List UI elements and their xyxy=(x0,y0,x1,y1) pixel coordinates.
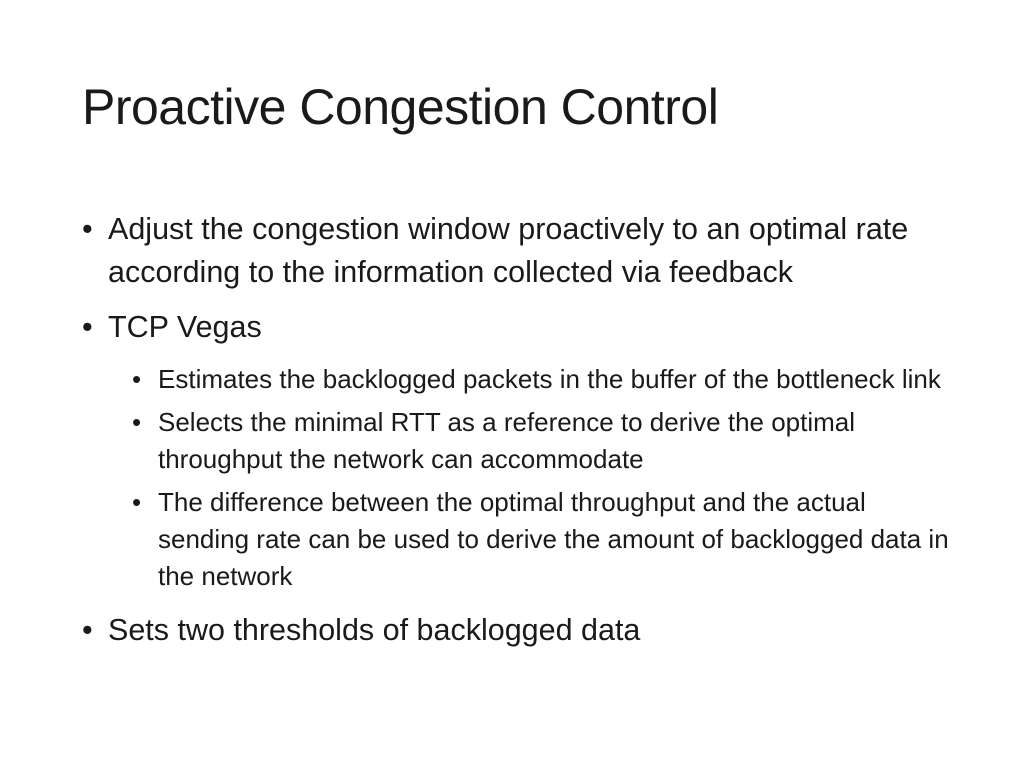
sub-bullet-text: Estimates the backlogged packets in the buffer of the bottleneck link xyxy=(158,364,941,394)
sub-bullet-icon: • xyxy=(132,364,142,394)
sub-bullet-item-minimal-rtt xyxy=(132,404,962,478)
sub-bullet-icon: • xyxy=(132,407,142,437)
sub-bullet-item-difference xyxy=(132,484,962,595)
tcp-vegas-sublist xyxy=(82,361,962,595)
bullet-list xyxy=(82,208,962,664)
bullet-icon: • xyxy=(82,212,93,246)
sub-bullet-text: The difference between the optimal throughput and the actual sending rate can be used to derive the amount of backlogged data in the network xyxy=(158,487,949,591)
bullet-icon: • xyxy=(82,310,93,344)
slide-title: Proactive Congestion Control xyxy=(82,79,719,135)
bullet-icon: • xyxy=(82,613,93,647)
bullet-item-tcp-vegas xyxy=(82,306,962,349)
bullet-text: Adjust the congestion window proactively to an optimal rate according to the information collected via feedback xyxy=(108,212,909,289)
sub-bullet-icon: • xyxy=(132,487,142,517)
bullet-item-two-thresholds xyxy=(82,609,962,652)
bullet-item-adjust-window xyxy=(82,208,962,294)
sub-bullet-item-estimates xyxy=(132,361,962,398)
bullet-text: Sets two thresholds of backlogged data xyxy=(108,613,641,647)
bullet-text: TCP Vegas xyxy=(108,310,262,344)
sub-bullet-text: Selects the minimal RTT as a reference to derive the optimal throughput the network can accommodate xyxy=(158,407,856,474)
